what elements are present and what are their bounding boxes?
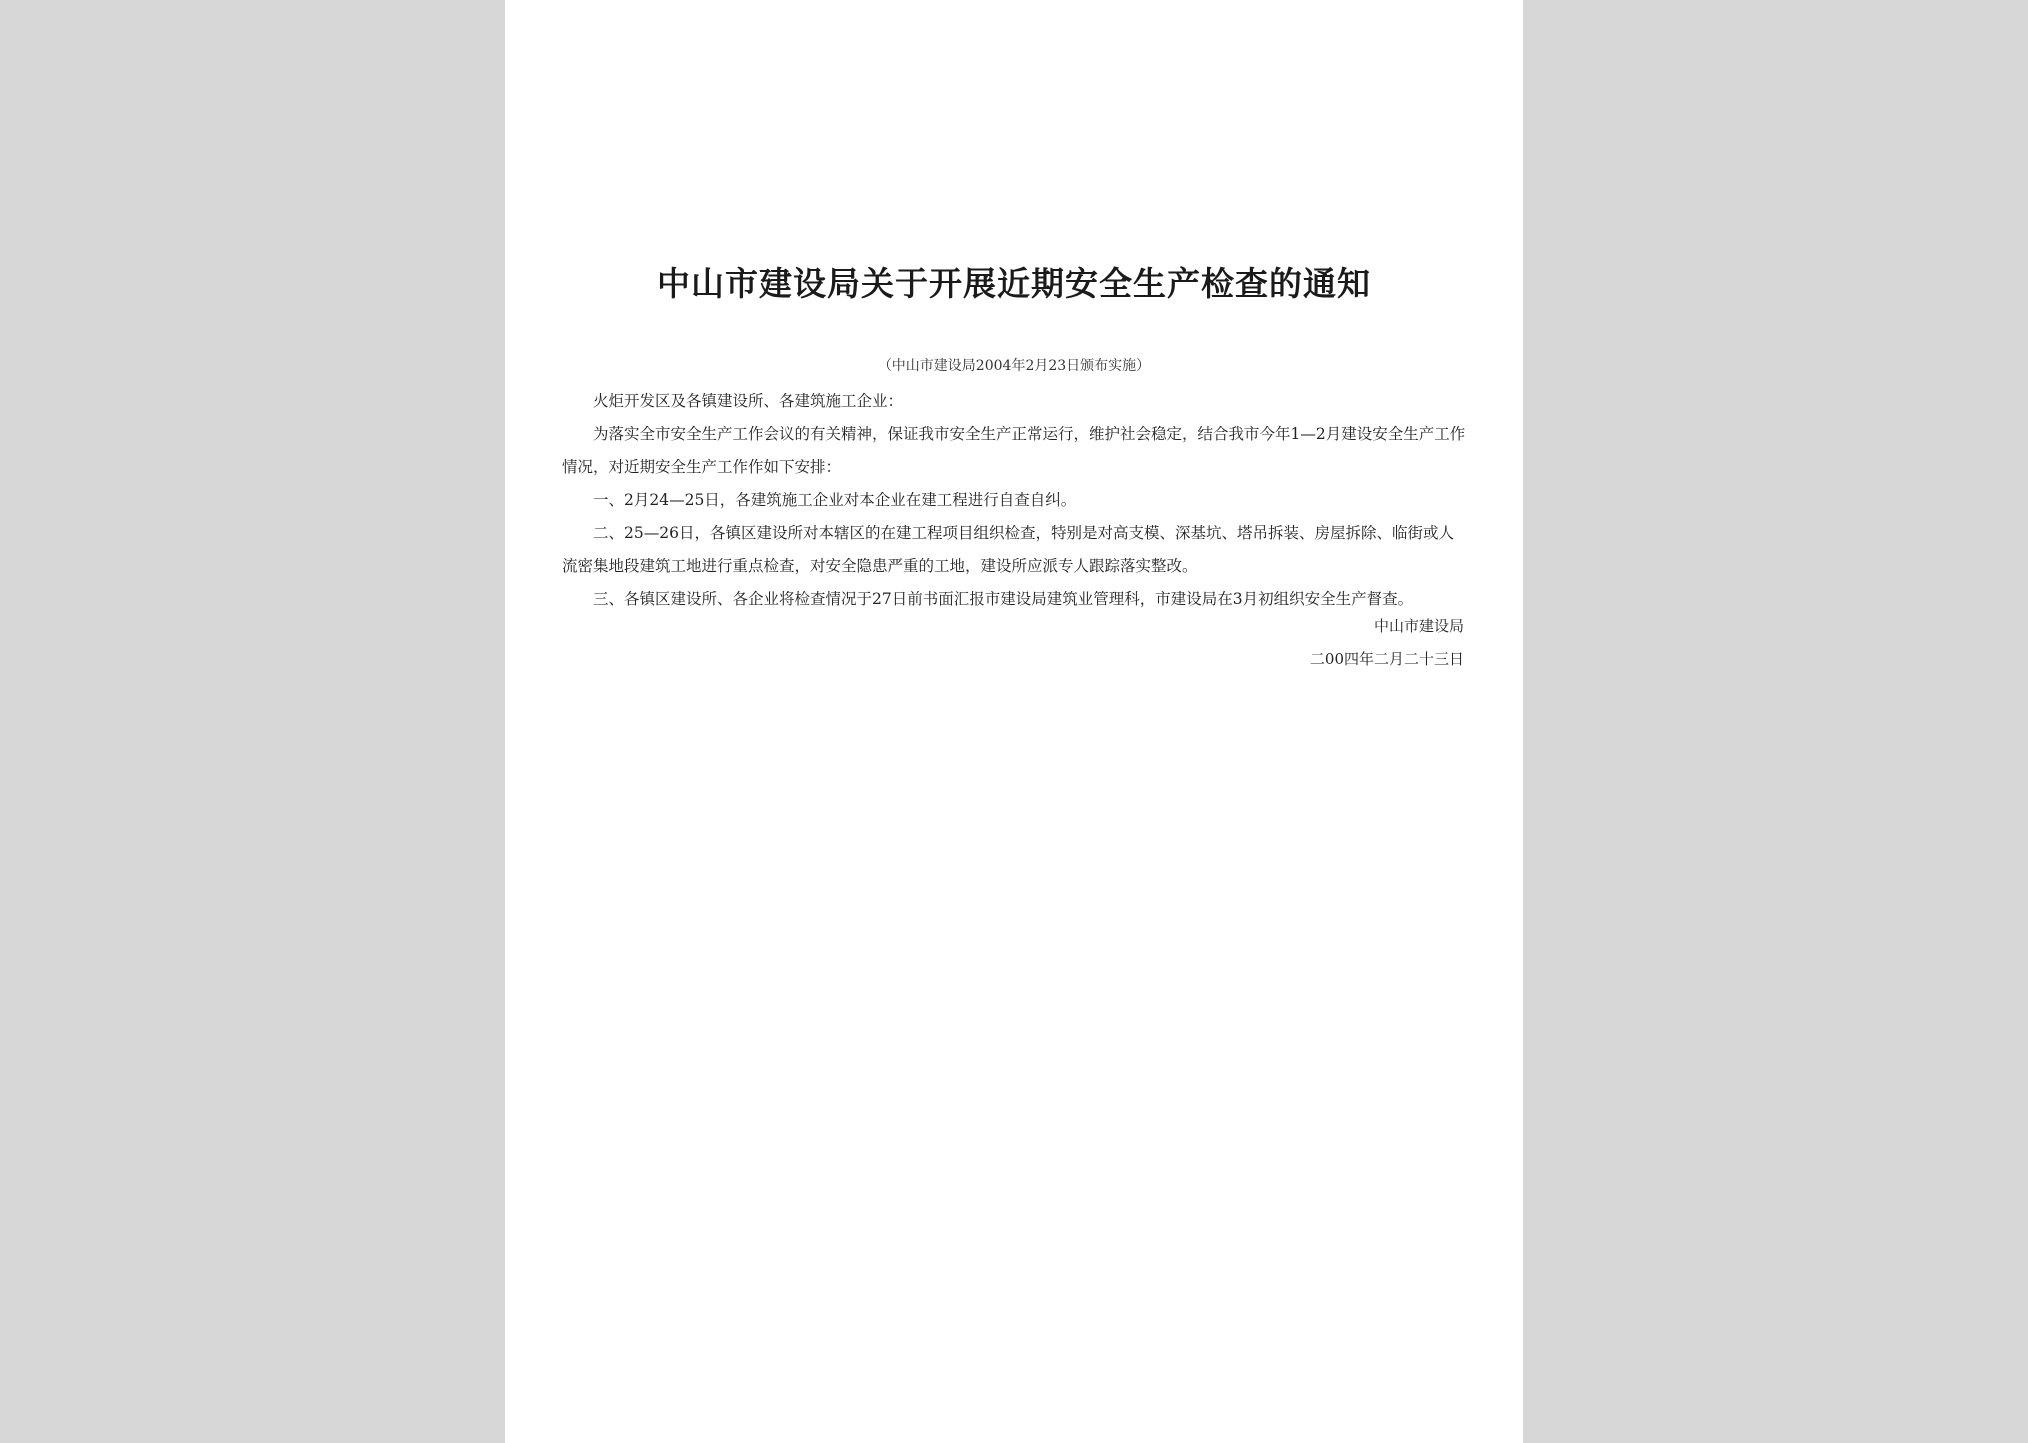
document-title: 中山市建设局关于开展近期安全生产检查的通知: [657, 264, 1371, 303]
document-subtitle: （中山市建设局2004年2月23日颁布实施）: [877, 358, 1151, 374]
signature-organization: 中山市建设局: [1373, 617, 1464, 635]
paragraph-item-2: 二、25—26日，各镇区建设所对本辖区的在建工程项目组织检查，特别是对高支模、深基坑、塔吊拆装、房屋拆除、临街或人流密集地段建筑工地进行重点检查，对安全隐患严重的工地，建设所应派专人跟踪落实整改。: [562, 524, 1454, 575]
paragraph-item-1: 一、2月24—25日，各建筑施工企业对本企业在建工程进行自查自纠。: [593, 491, 1077, 509]
document-page: [505, 0, 1523, 1443]
signature-date: 二00四年二月二十三日: [1309, 650, 1464, 668]
document-body: [562, 385, 1469, 616]
paragraph-intro: 为落实全市安全生产工作会议的有关精神，保证我市安全生产正常运行，维护社会稳定，结合我市今年1—2月建设安全生产工作情况，对近期安全生产工作作如下安排：: [562, 425, 1466, 476]
paragraph-item-3: 三、各镇区建设所、各企业将检查情况于27日前书面汇报市建设局建筑业管理科，市建设局在3月初组织安全生产督查。: [593, 590, 1414, 608]
salutation: 火炬开发区及各镇建设所、各建筑施工企业：: [593, 392, 904, 410]
